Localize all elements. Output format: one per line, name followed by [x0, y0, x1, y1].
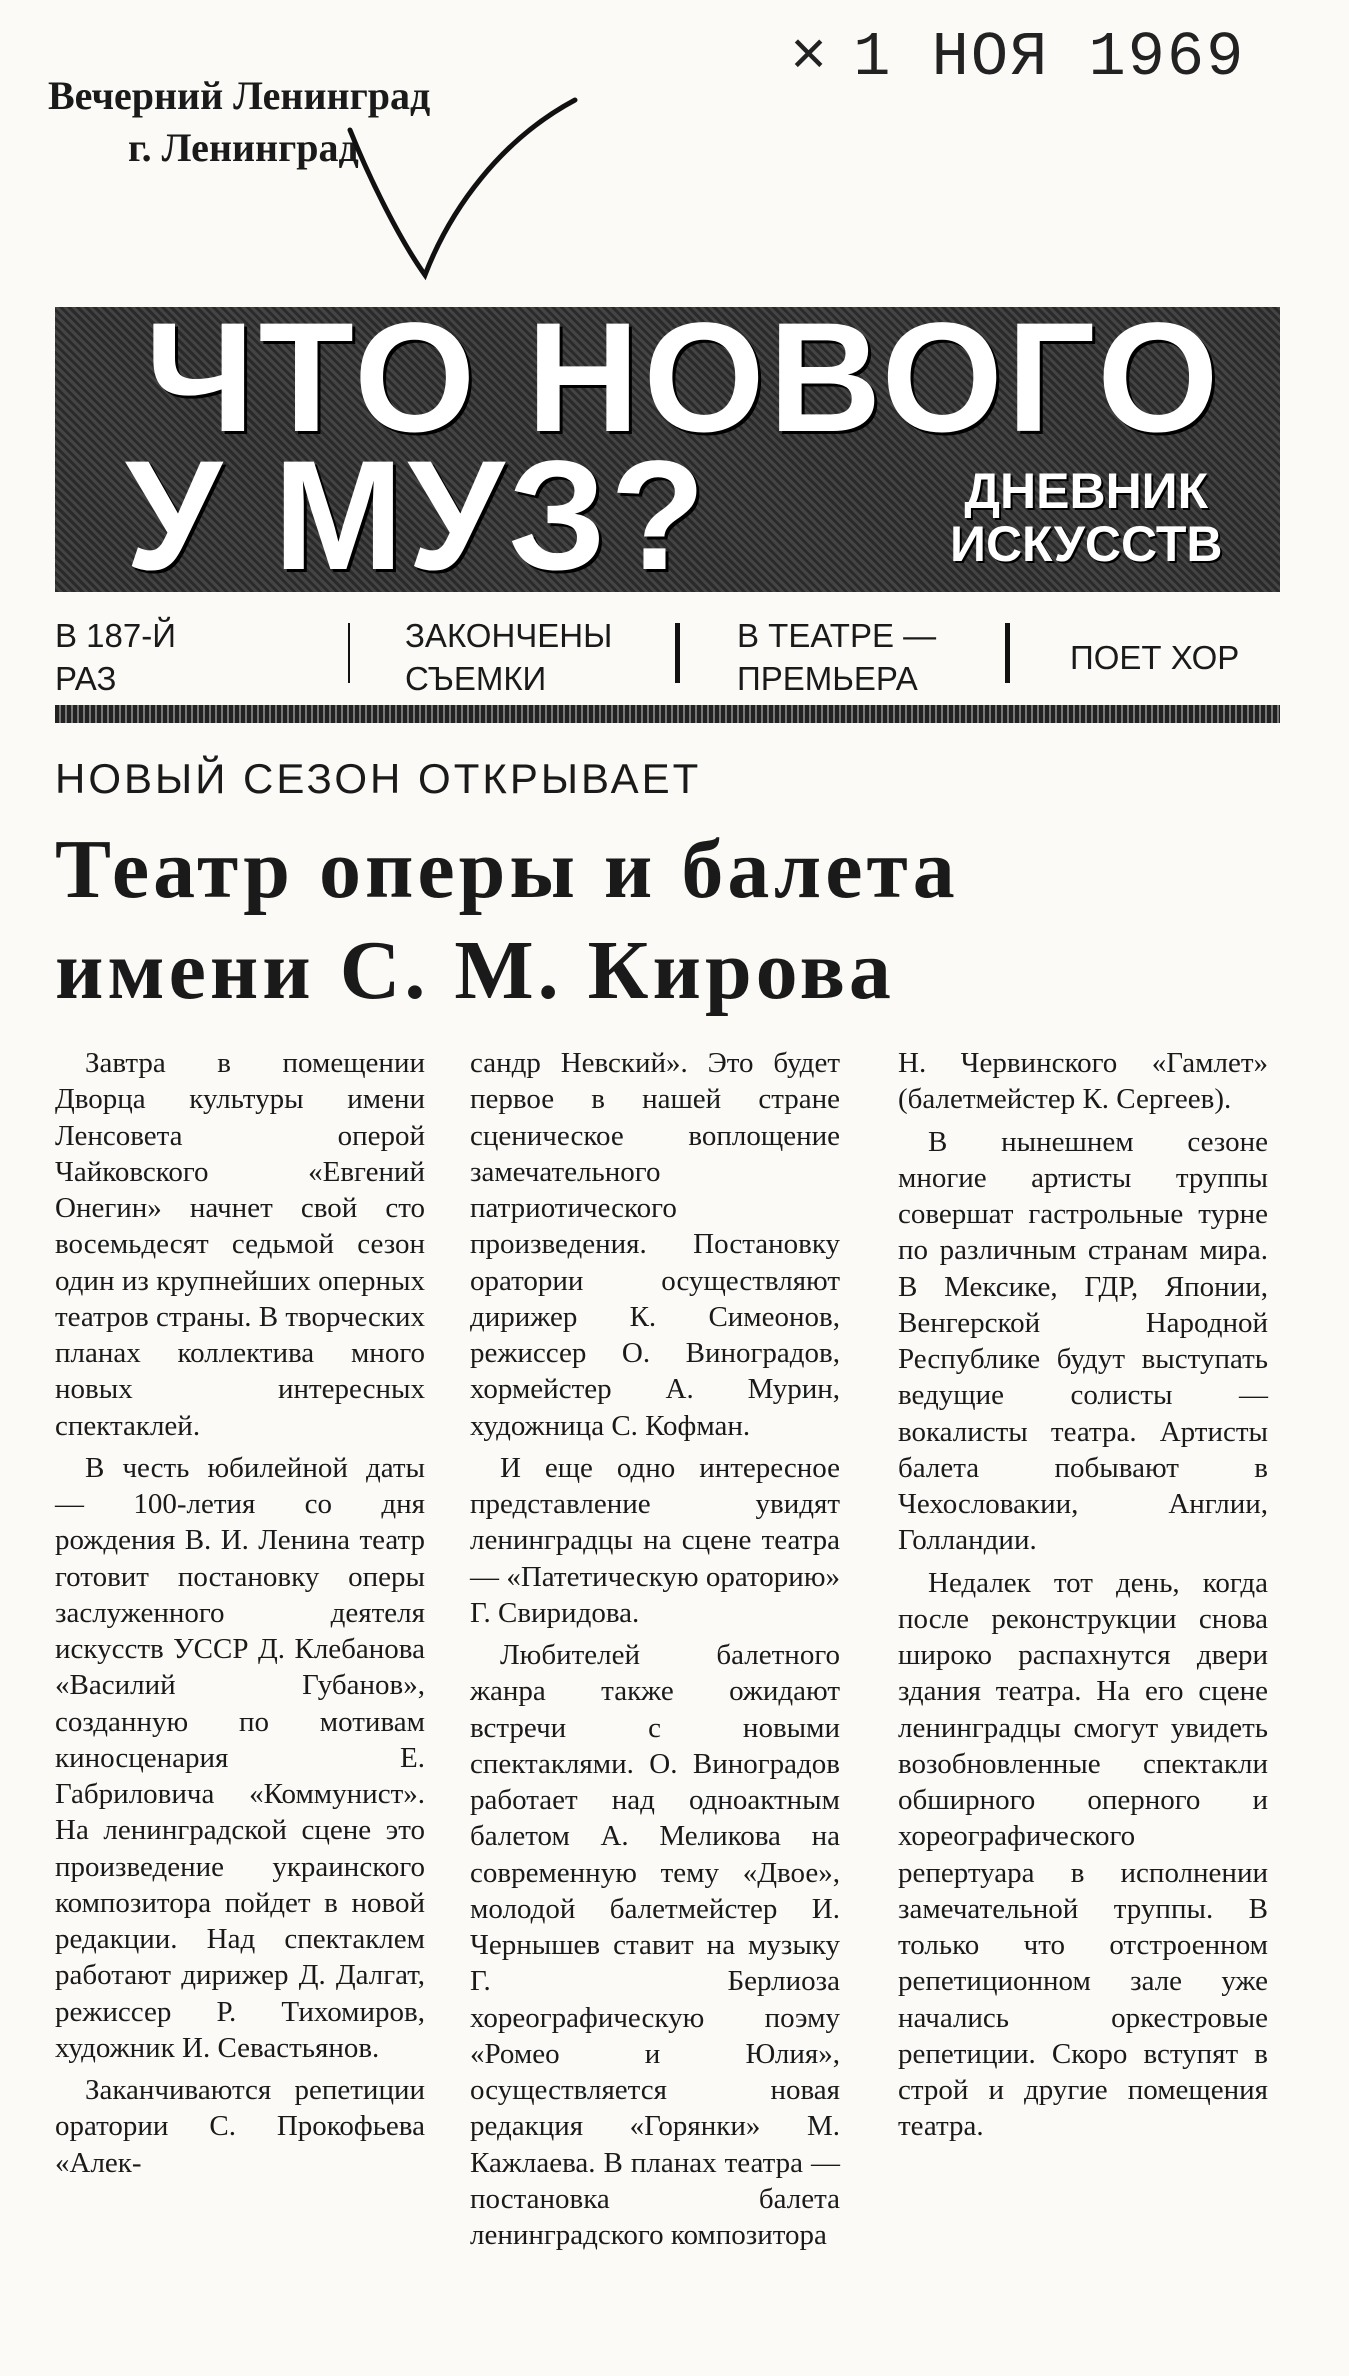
rubric-2-line2: СЪЕМКИ	[405, 659, 547, 697]
headline-line2: имени С. М. Кирова	[55, 923, 895, 1017]
banner-subtitle-line2: ИСКУССТВ	[950, 515, 1223, 572]
rubric-3-line1: В ТЕАТРЕ —	[737, 617, 937, 654]
paragraph: сандр Невский». Это будет первое в нашей стране сценическое воплощение замечательного патриотического произведения. Постановку оратории осуществляют дирижер К. Симеонов, режиссер О. Виноградов, хормейстер А. Мурин, художница С. Кофман.	[470, 1047, 840, 1442]
rubric-4-line1: ПОЕТ ХОР	[1070, 639, 1240, 676]
rubric-1-line2: РАЗ	[55, 659, 117, 697]
rubric-divider	[675, 623, 680, 683]
banner-title-line2: У МУЗ?	[125, 429, 710, 592]
rubric-3	[737, 615, 936, 701]
section-banner	[55, 307, 1280, 592]
rubric-1	[55, 615, 176, 701]
date-text: 1 НОЯ 1969	[853, 22, 1246, 93]
paragraph: Заканчиваются репетиции оратории С. Прокофьева «Алек-	[55, 2074, 425, 2179]
paragraph: Недалек тот день, когда после реконструкции снова широко распахнутся двери здания театра. На его сцене ленинградцы смогут увидеть возобновленные спектакли обширного оперного и хореографического репертуара в исполнении замечательной труппы. В только что отстроенном репетиционном зале уже начались оркестровые репетиции. Скоро вступят в строй и другие помещения театра.	[898, 1566, 1268, 2143]
article-headline	[55, 820, 959, 1022]
rubric-3-line2: ПРЕМЬЕРА	[737, 659, 918, 697]
date-mark: ×	[790, 22, 830, 93]
source-newspaper: Вечерний Ленинград	[48, 73, 431, 118]
paragraph: Завтра в помещении Дворца культуры имени Ленсовета оперой Чайковского «Евгений Онегин» начнет свой сто восемьдесят седьмой сезон один из крупнейших оперных театров страны. В творческих планах коллектива много новых интересных спектаклей.	[55, 1047, 425, 1442]
rubric-2-line1: ЗАКОНЧЕНЫ	[405, 617, 613, 654]
banner-subtitle	[950, 465, 1223, 570]
checkmark-icon	[330, 90, 590, 290]
rubric-bar	[55, 615, 1280, 705]
article-column-3	[898, 1045, 1268, 2145]
headline-line1: Театр оперы и балета	[55, 823, 959, 916]
article-kicker: НОВЫЙ СЕЗОН ОТКРЫВАЕТ	[55, 755, 702, 802]
article-column-2	[470, 1045, 840, 2253]
rubric-4	[1070, 637, 1239, 680]
source-city: г. Ленинград	[128, 125, 359, 170]
paragraph: В честь юбилейной даты — 100-летия со дня рождения В. И. Ленина театр готовит постановку оперы заслуженного деятеля искусств УССР Д. Клебанова «Василий Губанов», созданную по мотивам киносценария Е. Габриловича «Коммунист». На ленинградской сцене это произведение украинского композитора пойдет в новой редакции. Над спектаклем работают дирижер Д. Далгат, режиссер Р. Тихомиров, художник И. Севастьянов.	[55, 1451, 425, 2064]
paragraph: Н. Червинского «Гамлет» (балетмейстер К. Сергеев).	[898, 1047, 1268, 1116]
banner-subtitle-line1: ДНЕВНИК	[964, 463, 1209, 519]
article-column-1	[55, 1045, 425, 2181]
rubric-1-line1: В 187-Й	[55, 617, 176, 654]
rubric-2	[405, 615, 612, 701]
divider-stripe	[55, 705, 1280, 723]
date-stamp	[790, 22, 1245, 93]
rubric-divider	[348, 623, 350, 683]
paragraph: Любителей балетного жанра также ожидают встречи с новыми спектаклями. О. Виноградов работает над одноактным балетом А. Меликова на современную тему «Двое», молодой балетмейстер И. Чернышев ставит на музыку Г. Берлиоза хореографическую поэму «Ромео и Юлия», осуществляется новая редакция «Горянки» М. Кажлаева. В планах театра — постановка балета ленинградского композитора	[470, 1639, 840, 2251]
paragraph: В нынешнем сезоне многие артисты труппы совершат гастрольные турне по различным странам мира. В Мексике, ГДР, Японии, Венгерской Народной Республике будут выступать ведущие солисты — вокалисты театра. Артисты балета побывают в Чехословакии, Англии, Голландии.	[898, 1125, 1268, 1557]
paragraph: И еще одно интересное представление увидят ленинградцы на сцене театра — «Патетическую ораторию» Г. Свиридова.	[470, 1451, 840, 1629]
rubric-divider	[1005, 623, 1010, 683]
banner-title-line1: ЧТО НОВОГО	[145, 307, 1223, 465]
